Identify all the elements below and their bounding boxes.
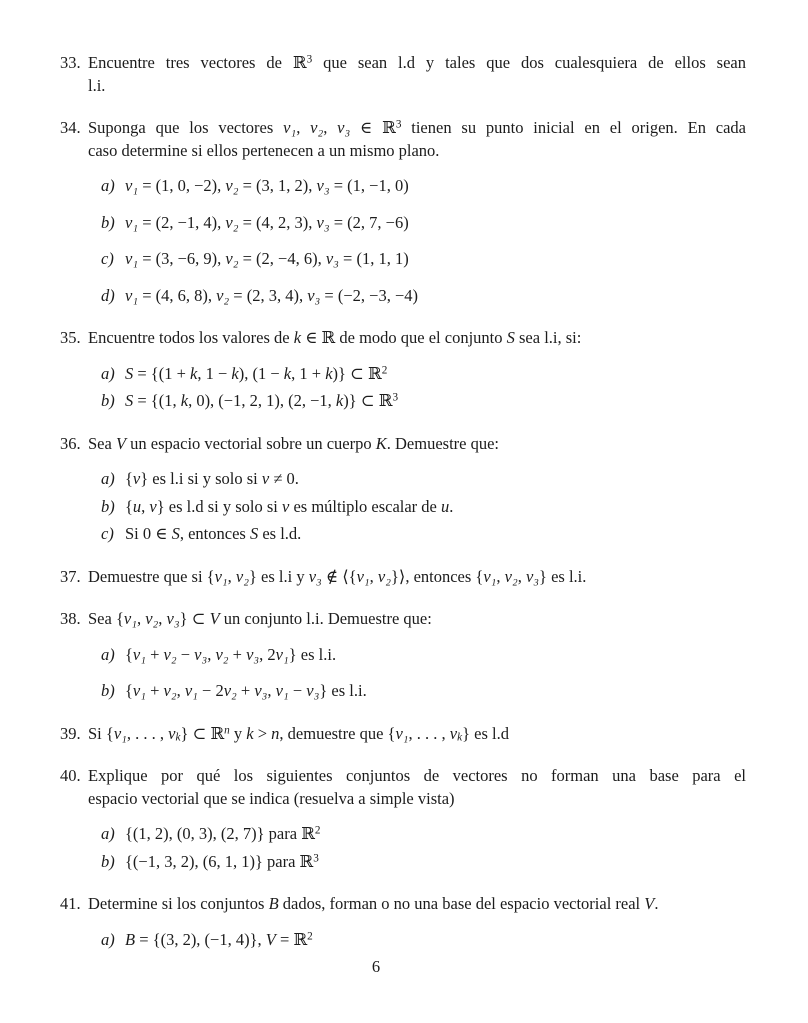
text-segment: = (1, 0, −2), <box>138 176 226 195</box>
text-segment: k <box>335 391 344 410</box>
text-segment: } es l.d si y solo si <box>156 496 283 516</box>
text-segment: k <box>180 391 189 410</box>
text-segment: , <box>296 118 311 137</box>
subitem-label: a) <box>101 644 115 664</box>
text-segment: v₁ <box>125 249 139 268</box>
problem-body <box>88 327 746 413</box>
text-segment: , . . . , <box>408 723 450 743</box>
subitem-label: a) <box>101 469 115 488</box>
text-segment: v <box>449 723 458 743</box>
subitem <box>101 363 746 386</box>
text-segment: S <box>506 328 515 347</box>
text-segment: k <box>190 363 198 383</box>
text-segment: Sea { <box>88 609 124 628</box>
problem-number: 37. <box>60 566 81 586</box>
subitem-text <box>125 644 746 667</box>
text-segment: v₃ <box>525 566 540 586</box>
text-segment: , <box>267 681 276 700</box>
text-segment: − <box>288 681 307 700</box>
text-segment: k <box>231 363 239 383</box>
text-segment: v₃ <box>316 176 330 195</box>
text-segment: espacio vectorial que se indica (resuelva a simple vista) <box>88 788 455 808</box>
text-segment: n <box>224 723 230 736</box>
text-segment: v₁ <box>123 609 137 628</box>
subitem-list <box>88 175 746 307</box>
text-segment: = {(1, <box>133 391 181 410</box>
text-segment: ∉ ⟨{ <box>321 566 357 586</box>
text-segment: + <box>145 681 164 700</box>
text-segment: {(−1, 3, 2), (6, 1, 1)} para <box>125 851 300 871</box>
text-segment: v₂ <box>225 212 239 232</box>
subitem <box>101 823 746 846</box>
text-segment: v₁ <box>275 681 289 700</box>
problem-body <box>88 608 746 703</box>
text-segment: = (−2, −3, −4) <box>320 285 418 305</box>
text-segment: v₂ <box>223 681 237 700</box>
text-segment: k <box>246 723 254 743</box>
text-segment: V <box>644 894 655 913</box>
problem-text-line <box>88 723 746 746</box>
subitem-text <box>125 823 746 846</box>
text-segment: dados, forman o no una base del espacio vectorial real <box>278 894 645 913</box>
subitem <box>101 929 746 952</box>
text-segment: { <box>125 681 133 700</box>
text-segment: , demuestre que { <box>279 723 396 743</box>
text-segment: v₃ <box>325 249 339 268</box>
subitem <box>101 390 746 413</box>
text-segment: l.i. <box>88 75 106 95</box>
text-segment: , <box>323 118 338 137</box>
text-segment: }⟩, entonces { <box>390 566 484 586</box>
subitem-label: b) <box>101 496 115 516</box>
problem-body <box>88 117 746 307</box>
text-segment: un conjunto l.i. Demuestre que: <box>219 609 432 628</box>
subitem-label: a) <box>101 363 115 383</box>
text-segment: v₃ <box>254 681 268 700</box>
text-segment: v₁ <box>283 118 297 137</box>
text-segment: caso determine si ellos pertenecen a un mismo plano. <box>88 140 440 160</box>
text-segment: V <box>115 433 127 453</box>
subitem-list <box>88 823 746 873</box>
text-segment: ℝ <box>299 851 314 871</box>
text-segment: v <box>282 496 290 516</box>
problem-body <box>88 765 746 873</box>
text-segment: B <box>268 894 279 913</box>
problem-text-line <box>88 117 746 140</box>
text-segment: v₂ <box>216 285 230 305</box>
text-segment: v₃ <box>308 566 322 586</box>
text-segment: V <box>209 609 220 628</box>
text-segment: ≠ 0. <box>269 469 299 488</box>
subitem-label: b) <box>101 681 115 700</box>
text-segment: un espacio vectorial sobre un cuerpo <box>126 433 376 453</box>
subitem-text <box>125 390 746 413</box>
text-segment: + <box>236 681 255 700</box>
text-segment: − <box>176 644 195 664</box>
text-segment: v₂ <box>377 566 391 586</box>
text-segment: { <box>125 469 133 488</box>
subitem-text <box>125 523 746 546</box>
text-segment: que sean l.d y tales que dos cualesquiera de ellos sean <box>312 53 746 72</box>
text-segment: u <box>132 496 142 516</box>
text-segment: ℝ <box>301 824 315 843</box>
problem-list <box>60 52 746 951</box>
problem-item <box>60 893 746 951</box>
problem-item <box>60 117 746 307</box>
problem-body <box>88 433 746 546</box>
subitem-text <box>125 363 746 386</box>
text-segment: = (4, 6, 8), <box>138 285 217 305</box>
text-segment: } ⊂ <box>180 723 211 743</box>
subitem <box>101 212 746 235</box>
text-segment: v <box>132 469 141 488</box>
text-segment: S <box>249 524 259 543</box>
problem-text-line <box>88 765 746 788</box>
subitem-text <box>125 496 746 519</box>
text-segment: v <box>168 723 176 743</box>
subitem <box>101 644 746 667</box>
text-segment: k <box>175 731 181 744</box>
problem-text-line <box>88 433 746 456</box>
text-segment: ℝ <box>292 53 307 72</box>
text-segment: v₁ <box>113 723 127 743</box>
problem-text-line <box>88 140 746 163</box>
text-segment: v₁ <box>483 566 497 586</box>
text-segment: 2 <box>381 363 388 376</box>
problem-number: 35. <box>60 328 81 347</box>
text-segment: ∈ <box>350 118 383 137</box>
text-segment: B <box>125 929 136 949</box>
text-segment: , 0), (−1, 2, 1), (2, −1, <box>188 391 336 410</box>
problem-item <box>60 52 746 97</box>
text-segment: S <box>171 524 180 543</box>
text-segment: Si { <box>88 723 114 743</box>
text-segment: v₃ <box>306 681 320 700</box>
text-segment: k <box>283 363 292 383</box>
problem-text-line <box>88 788 746 811</box>
text-segment: = (1, 1, 1) <box>338 249 409 268</box>
text-segment: Encuentre tres vectores de <box>88 53 293 72</box>
text-segment: v <box>149 496 157 516</box>
problem-body <box>88 723 746 746</box>
text-segment: , <box>517 566 526 586</box>
problem-item <box>60 327 746 413</box>
problem-number: 39. <box>60 723 81 743</box>
text-segment: S <box>125 391 134 410</box>
text-segment: } ⊂ <box>179 609 210 628</box>
text-segment: v₁ <box>132 644 146 664</box>
text-segment: − 2 <box>197 681 224 700</box>
problem-text-line <box>88 893 746 916</box>
text-segment: , <box>369 566 378 586</box>
text-segment: , <box>136 609 146 628</box>
text-segment: } es l.i si y solo si <box>140 469 262 488</box>
subitem <box>101 523 746 546</box>
text-segment: v₁ <box>125 212 139 232</box>
text-segment: { <box>125 496 133 516</box>
text-segment: = (3, 1, 2), <box>238 176 317 195</box>
text-segment: , 2 <box>259 644 276 664</box>
text-segment: k <box>325 363 333 383</box>
text-segment: = {(3, 2), (−1, 4)}, <box>135 929 266 949</box>
text-segment: v₁ <box>275 644 289 664</box>
text-segment: k <box>293 328 302 347</box>
subitem-text <box>125 468 746 491</box>
subitem-list <box>88 644 746 703</box>
problem-number: 36. <box>60 433 81 453</box>
text-segment: 3 <box>395 118 402 131</box>
text-segment: Si 0 ∈ <box>125 524 172 543</box>
text-segment: } es l.i. <box>288 644 337 664</box>
problem-text-line <box>88 327 746 350</box>
subitem <box>101 175 746 198</box>
problem-number: 40. <box>60 766 81 785</box>
subitem-text <box>125 248 746 271</box>
text-segment: v₁ <box>132 681 146 700</box>
subitem-text <box>125 212 746 235</box>
subitem-label: c) <box>101 524 114 543</box>
text-segment: es múltiplo escalar de <box>289 496 442 516</box>
subitem <box>101 285 746 308</box>
text-segment: v₁ <box>184 681 198 700</box>
subitem <box>101 851 746 874</box>
text-segment: = (2, −1, 4), <box>138 212 226 232</box>
problem-number: 38. <box>60 609 81 628</box>
text-segment: = <box>275 929 294 949</box>
problem-item <box>60 608 746 703</box>
text-segment: y <box>229 723 247 743</box>
text-segment: V <box>265 929 276 949</box>
text-segment: Determine si los conjuntos <box>88 894 269 913</box>
problem-number: 33. <box>60 53 81 72</box>
text-segment: v₂ <box>215 644 229 664</box>
problem-body <box>88 566 746 589</box>
text-segment: = (1, −1, 0) <box>329 176 409 195</box>
text-segment: = (2, 7, −6) <box>329 212 409 232</box>
text-segment: v₁ <box>356 566 370 586</box>
text-segment: Suponga que los vectores <box>88 118 284 137</box>
text-segment: {(1, 2), (0, 3), (2, 7)} para <box>125 824 302 843</box>
text-segment: 3 <box>313 851 319 864</box>
text-segment: = (2, 3, 4), <box>229 285 308 305</box>
subitem <box>101 468 746 491</box>
text-segment: v₂ <box>163 681 177 700</box>
text-segment: ℝ <box>382 118 396 137</box>
text-segment: = (2, −4, 6), <box>238 249 326 268</box>
text-segment: v₂ <box>145 609 159 628</box>
text-segment: ℝ <box>210 723 225 743</box>
text-segment: v₁ <box>125 285 139 305</box>
text-segment: ℝ <box>321 328 336 347</box>
text-segment: ), (1 − <box>238 363 284 383</box>
text-segment: 2 <box>314 824 321 837</box>
text-segment: . <box>449 496 454 516</box>
subitem-text <box>125 851 746 874</box>
problem-body <box>88 893 746 951</box>
text-segment: Explique por qué los siguientes conjuntos de vectores no forman una base para el <box>88 766 746 785</box>
subitem-label: b) <box>101 391 115 410</box>
text-segment: } es l.i. <box>539 566 587 586</box>
text-segment: es l.d. <box>258 524 302 543</box>
problem-number: 41. <box>60 894 81 913</box>
text-segment: 3 <box>306 53 313 66</box>
subitem-list <box>88 363 746 413</box>
text-segment: v₃ <box>194 644 208 664</box>
subitem-text <box>125 929 746 952</box>
page-number: 6 <box>371 957 381 976</box>
text-segment: sea l.i, si: <box>514 328 582 347</box>
text-segment: 2 <box>307 929 313 942</box>
text-segment: ℝ <box>368 363 382 383</box>
text-segment: k <box>457 731 463 744</box>
text-segment: 3 <box>392 391 399 404</box>
subitem-label: d) <box>101 285 115 305</box>
subitem-text <box>125 285 746 308</box>
subitem-label: a) <box>101 176 115 195</box>
text-segment: = (3, −6, 9), <box>138 249 226 268</box>
subitem <box>101 680 746 703</box>
text-segment: , <box>227 566 236 586</box>
text-segment: de modo que el conjunto <box>335 328 507 347</box>
text-segment: } es l.i y <box>248 566 309 586</box>
text-segment: v <box>261 469 270 488</box>
subitem-list <box>88 468 746 546</box>
text-segment: , <box>176 681 185 700</box>
text-segment: )} ⊂ <box>332 363 369 383</box>
text-segment: tienen su punto inicial en el origen. En cada <box>401 118 746 137</box>
text-segment: v₃ <box>337 118 351 137</box>
text-segment: > <box>253 723 272 743</box>
text-segment: Encuentre todos los valores de <box>88 328 294 347</box>
text-segment: ℝ <box>293 929 308 949</box>
text-segment: v₂ <box>225 249 239 268</box>
text-segment: v₃ <box>307 285 321 305</box>
text-segment: S <box>125 363 134 383</box>
text-segment: , <box>207 644 216 664</box>
problem-item <box>60 723 746 746</box>
problem-item <box>60 765 746 873</box>
problem-text-line <box>88 566 746 589</box>
problem-body <box>88 52 746 97</box>
subitem-label: a) <box>101 824 115 843</box>
text-segment: v₁ <box>395 723 409 743</box>
text-segment: } es l.i. <box>319 681 367 700</box>
problem-text-line <box>88 52 746 75</box>
text-segment: } es l.d <box>462 723 509 743</box>
subitem-text <box>125 680 746 703</box>
text-segment: v₂ <box>163 644 177 664</box>
problem-text-line <box>88 75 746 98</box>
subitem-label: b) <box>101 212 115 232</box>
text-segment: , <box>141 496 150 516</box>
problem-number: 34. <box>60 118 81 137</box>
text-segment: Sea <box>88 433 116 453</box>
text-segment: = {(1 + <box>133 363 191 383</box>
text-segment: , . . . , <box>126 723 169 743</box>
text-segment: , <box>496 566 505 586</box>
text-segment: . <box>654 894 659 913</box>
subitem <box>101 496 746 519</box>
text-segment: n <box>271 723 280 743</box>
text-segment: , 1 + <box>291 363 326 383</box>
text-segment: = (4, 2, 3), <box>238 212 317 232</box>
text-segment: v₁ <box>125 176 139 195</box>
text-segment: { <box>125 644 133 664</box>
text-segment: v₁ <box>214 566 228 586</box>
text-segment: , 1 − <box>197 363 232 383</box>
text-segment: . Demuestre que: <box>386 433 500 453</box>
text-segment: v₂ <box>310 118 324 137</box>
subitem <box>101 248 746 271</box>
text-segment: , <box>158 609 167 628</box>
text-segment: u <box>441 496 450 516</box>
text-segment: v₃ <box>246 644 260 664</box>
text-segment: v₂ <box>225 176 239 195</box>
problem-item <box>60 566 746 589</box>
subitem-text <box>125 175 746 198</box>
text-segment: ∈ <box>301 328 322 347</box>
problem-text-line <box>88 608 746 631</box>
text-segment: v₃ <box>316 212 330 232</box>
text-segment: )} ⊂ <box>343 391 379 410</box>
text-segment: v₂ <box>504 566 518 586</box>
text-segment: + <box>145 644 164 664</box>
subitem-label: a) <box>101 929 115 949</box>
text-segment: v₃ <box>166 609 180 628</box>
text-segment: Demuestre que si { <box>88 566 215 586</box>
text-segment: ℝ <box>378 391 393 410</box>
problem-item <box>60 433 746 546</box>
subitem-list <box>88 929 746 952</box>
subitem-label: b) <box>101 851 115 871</box>
text-segment: v₂ <box>235 566 249 586</box>
text-segment: + <box>228 644 247 664</box>
subitem-label: c) <box>101 249 114 268</box>
text-segment: , entonces <box>179 524 250 543</box>
text-segment: K <box>375 433 387 453</box>
